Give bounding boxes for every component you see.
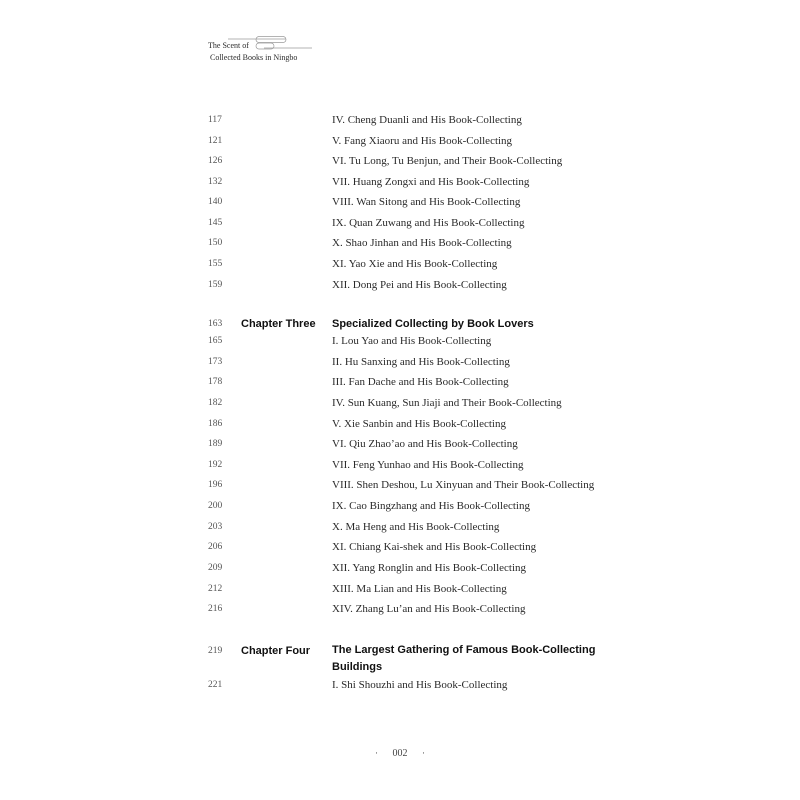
toc-page-number: 192 <box>208 460 223 470</box>
page-footer <box>0 745 800 762</box>
chapter-label: Chapter Three <box>241 318 316 330</box>
toc-entry <box>0 173 800 191</box>
toc-page-number: 165 <box>208 336 223 346</box>
toc-page-number: 203 <box>208 522 223 532</box>
toc-entry-title: VIII. Shen Deshou, Lu Xinyuan and Their Book-Collecting <box>332 479 595 491</box>
toc-entry-title: X. Shao Jinhan and His Book-Collecting <box>332 237 512 249</box>
toc-page-number: 206 <box>208 542 223 552</box>
toc-entry <box>0 152 800 170</box>
toc-entry <box>0 234 800 252</box>
chapter-page-number: 219 <box>208 646 223 656</box>
toc-entry <box>0 353 800 371</box>
toc-page-number: 173 <box>208 357 223 367</box>
toc-entry-title: XII. Yang Ronglin and His Book-Collecting <box>332 562 527 574</box>
toc-entry <box>0 415 800 433</box>
toc-entry-title: III. Fan Dache and His Book-Collecting <box>332 376 509 388</box>
toc-entry-title: VII. Feng Yunhao and His Book-Collecting <box>332 459 524 471</box>
toc-page-number: 221 <box>208 680 223 690</box>
toc-entry-title: VII. Huang Zongxi and His Book-Collecting <box>332 176 530 188</box>
toc-entry-title: VIII. Wan Sitong and His Book-Collecting <box>332 196 521 208</box>
toc-entry-title: XIV. Zhang Lu’an and His Book-Collecting <box>332 603 526 615</box>
toc-entry <box>0 476 800 494</box>
toc-page-number: 189 <box>208 439 223 449</box>
chapter-title: Specialized Collecting by Book Lovers <box>332 318 534 330</box>
toc-entry-title: V. Fang Xiaoru and His Book-Collecting <box>332 135 513 147</box>
toc-entry <box>0 373 800 391</box>
toc-page-number: 145 <box>208 218 223 228</box>
toc-entry-title: VI. Tu Long, Tu Benjun, and Their Book-Collecting <box>332 155 563 167</box>
toc-page-number: 209 <box>208 563 223 573</box>
chapter-heading-row <box>0 315 800 333</box>
toc-page-number: 182 <box>208 398 223 408</box>
toc-entry-title: IV. Sun Kuang, Sun Jiaji and Their Book-Collecting <box>332 397 562 409</box>
toc-entry <box>0 255 800 273</box>
toc-entry <box>0 132 800 150</box>
chapter-title: The Largest Gathering of Famous Book-Collecting Buildings <box>332 644 596 673</box>
toc-entry-title: XII. Dong Pei and His Book-Collecting <box>332 279 507 291</box>
toc-page-number: 121 <box>208 136 223 146</box>
toc-entry-title: II. Hu Sanxing and His Book-Collecting <box>332 356 510 368</box>
toc-entry-title: X. Ma Heng and His Book-Collecting <box>332 521 500 533</box>
toc-entry <box>0 193 800 211</box>
toc-entry <box>0 580 800 598</box>
toc-page-number: 178 <box>208 377 223 387</box>
toc-entry <box>0 518 800 536</box>
toc-page-number: 150 <box>208 238 223 248</box>
toc-entry <box>0 214 800 232</box>
toc-entry <box>0 456 800 474</box>
toc-entry-title: VI. Qiu Zhao’ao and His Book-Collecting <box>332 438 518 450</box>
toc-page-number: 132 <box>208 177 223 187</box>
toc-page-number: 212 <box>208 584 223 594</box>
toc-entry-title: IX. Cao Bingzhang and His Book-Collecting <box>332 500 530 512</box>
footer-bullet-left: · <box>375 748 378 758</box>
toc-entry-title: XI. Chiang Kai-shek and His Book-Collecting <box>332 541 537 553</box>
toc-entry-title: XIII. Ma Lian and His Book-Collecting <box>332 583 507 595</box>
toc-page-number: 140 <box>208 197 223 207</box>
footer-bullet-right: · <box>422 748 425 758</box>
toc-entry-title: XI. Yao Xie and His Book-Collecting <box>332 258 498 270</box>
folio-page-number: 002 <box>392 748 408 759</box>
header-title-line-2: Collected Books in Ningbo <box>210 53 298 62</box>
toc-entry <box>0 600 800 618</box>
chapter-heading-row <box>0 642 800 678</box>
toc-page-number: 186 <box>208 419 223 429</box>
chapter-label: Chapter Four <box>241 645 311 657</box>
toc-entry <box>0 435 800 453</box>
toc-page-number: 126 <box>208 156 223 166</box>
toc-page-number: 216 <box>208 604 223 614</box>
toc-entry <box>0 332 800 350</box>
running-header <box>208 36 328 66</box>
toc-entry-title: IV. Cheng Duanli and His Book-Collecting <box>332 114 522 126</box>
toc-page-number: 155 <box>208 259 223 269</box>
toc-entry-title: I. Shi Shouzhi and His Book-Collecting <box>332 679 508 691</box>
toc-page-number: 159 <box>208 280 223 290</box>
toc-entry <box>0 559 800 577</box>
toc-entry-title: IX. Quan Zuwang and His Book-Collecting <box>332 217 525 229</box>
chapter-page-number: 163 <box>208 319 223 329</box>
toc-entry <box>0 676 800 694</box>
toc-entry <box>0 276 800 294</box>
toc-page-number: 117 <box>208 115 222 125</box>
toc-entry <box>0 538 800 556</box>
toc-entry <box>0 394 800 412</box>
toc-entry-title: I. Lou Yao and His Book-Collecting <box>332 335 492 347</box>
header-title-line-1: The Scent of <box>208 41 249 50</box>
toc-page-number: 196 <box>208 480 223 490</box>
toc-entry <box>0 111 800 129</box>
toc-entry-title: V. Xie Sanbin and His Book-Collecting <box>332 418 506 430</box>
toc-entry <box>0 497 800 515</box>
toc-page-number: 200 <box>208 501 223 511</box>
